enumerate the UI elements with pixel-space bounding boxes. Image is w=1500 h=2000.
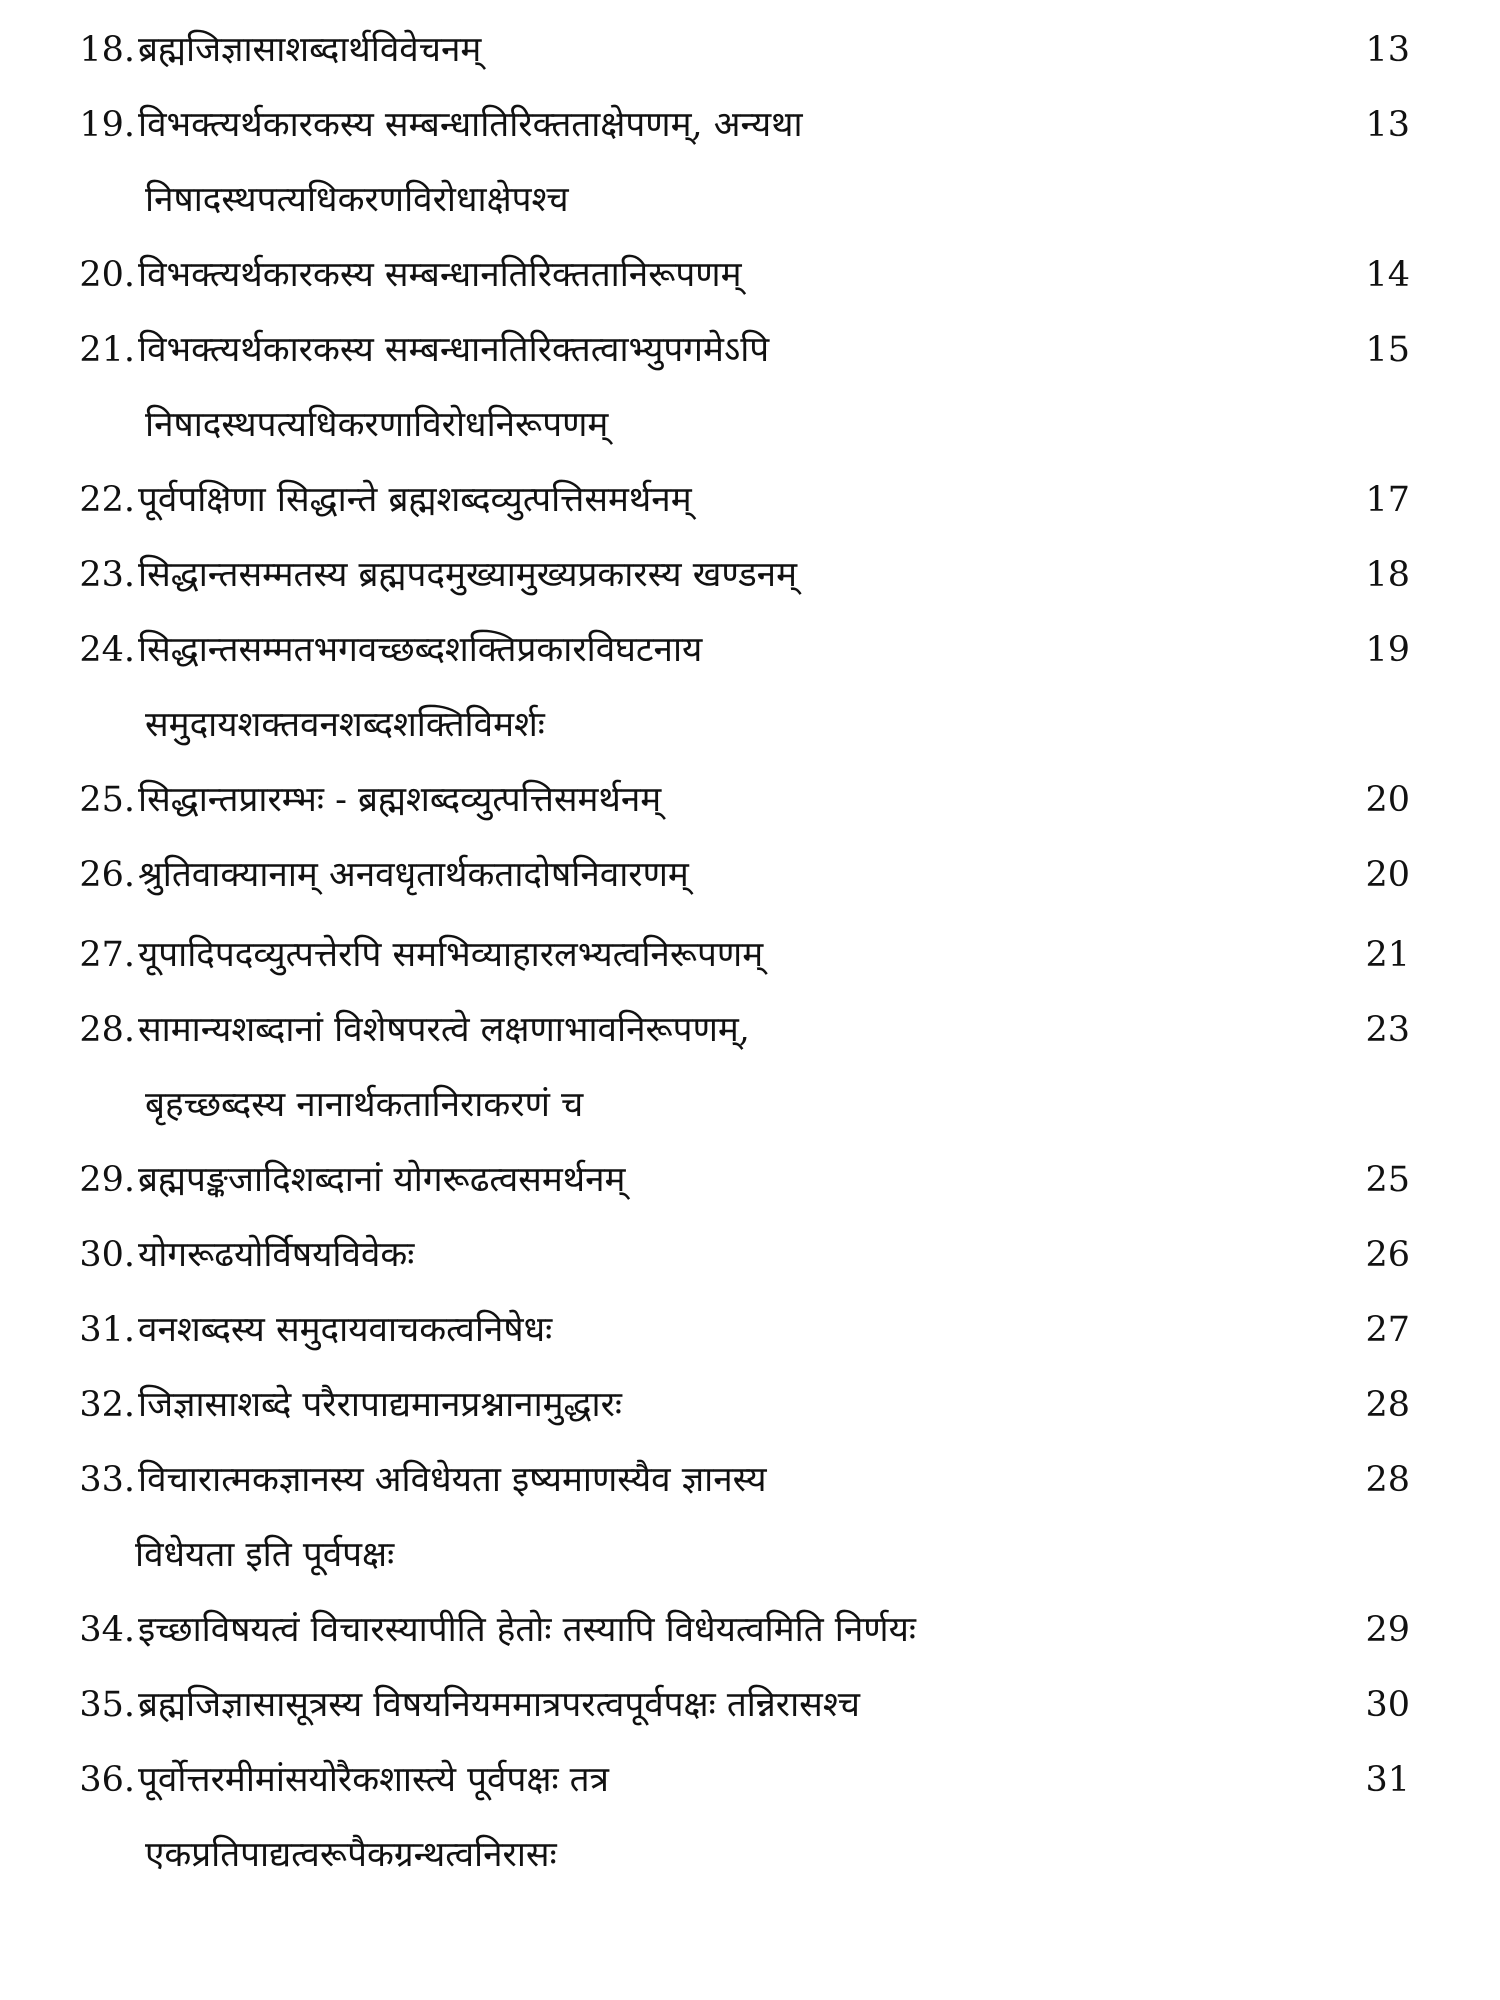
entry-title: विचारात्मकज्ञानस्य अविधेयता इष्यमाणस्यैव ज्ञानस्य [138, 1460, 767, 1500]
entry-page-number: 17 [1365, 480, 1410, 520]
entry-number: 24. [79, 630, 135, 670]
entry-title-continuation: समुदायशक्तवनशब्दशक्तिविमर्शः [145, 705, 545, 745]
entry-number: 34. [79, 1610, 135, 1650]
entry-page-number: 30 [1365, 1685, 1410, 1725]
entry-title-continuation: विधेयता इति पूर्वपक्षः [135, 1535, 395, 1575]
entry-title: सिद्धान्तप्रारम्भः - ब्रह्मशब्दव्युत्पत्तिसमर्थनम् [138, 780, 662, 820]
toc-entry-29 [0, 1150, 1500, 1210]
entry-number: 26. [79, 855, 135, 895]
toc-entry-24 [0, 620, 1500, 680]
entry-number: 30. [79, 1235, 135, 1275]
toc-entry-20 [0, 245, 1500, 305]
toc-entry-22 [0, 470, 1500, 530]
entry-page-number: 25 [1365, 1160, 1410, 1200]
entry-title: ब्रह्मजिज्ञासाशब्दार्थविवेचनम् [138, 30, 482, 70]
entry-number: 23. [79, 555, 135, 595]
entry-title-continuation: एकप्रतिपाद्यत्वरूपैकग्रन्थत्वनिरासः [145, 1835, 557, 1875]
entry-page-number: 20 [1365, 855, 1410, 895]
toc-entry-28 [0, 1000, 1500, 1060]
entry-title: पूर्वपक्षिणा सिद्धान्ते ब्रह्मशब्दव्युत्पत्तिसमर्थनम् [138, 480, 692, 520]
toc-entry-33 [0, 1450, 1500, 1510]
toc-entry-36 [0, 1750, 1500, 1810]
entry-page-number: 28 [1365, 1385, 1410, 1425]
entry-title: श्रुतिवाक्यानाम् अनवधृतार्थकतादोषनिवारणम् [138, 855, 689, 895]
entry-title-continuation: बृहच्छब्दस्य नानार्थकतानिराकरणं च [145, 1085, 584, 1125]
toc-entry-25 [0, 770, 1500, 830]
entry-title: ब्रह्मजिज्ञासासूत्रस्य विषयनियममात्रपरत्वपूर्वपक्षः तन्निरासश्च [138, 1685, 860, 1725]
entry-title: जिज्ञासाशब्दे परैरापाद्यमानप्रश्नानामुद्धारः [138, 1385, 622, 1425]
entry-title: विभक्त्यर्थकारकस्य सम्बन्धानतिरिक्तत्वाभ्युपगमेऽपि [138, 330, 770, 370]
toc-entry-31 [0, 1300, 1500, 1360]
toc-entry-33-continuation [0, 1525, 1500, 1585]
toc-entry-30 [0, 1225, 1500, 1285]
entry-page-number: 18 [1365, 555, 1410, 595]
toc-entry-32 [0, 1375, 1500, 1435]
entry-title: विभक्त्यर्थकारकस्य सम्बन्धानतिरिक्ततानिरूपणम् [138, 255, 742, 295]
entry-title: सिद्धान्तसम्मतस्य ब्रह्मपदमुख्यामुख्यप्रकारस्य खण्डनम् [138, 555, 798, 595]
entry-number: 20. [79, 255, 135, 295]
entry-number: 29. [79, 1160, 135, 1200]
entry-number: 35. [79, 1685, 135, 1725]
entry-page-number: 14 [1365, 255, 1410, 295]
entry-number: 27. [79, 935, 135, 975]
entry-page-number: 28 [1365, 1460, 1410, 1500]
entry-page-number: 23 [1365, 1010, 1410, 1050]
toc-entry-19-continuation [0, 170, 1500, 230]
entry-page-number: 13 [1365, 30, 1410, 70]
entry-page-number: 15 [1365, 330, 1410, 370]
entry-page-number: 13 [1365, 105, 1410, 145]
entry-title-continuation: निषादस्थपत्यधिकरणविरोधाक्षेपश्च [145, 180, 569, 220]
entry-page-number: 27 [1365, 1310, 1410, 1350]
entry-number: 31. [79, 1310, 135, 1350]
entry-number: 22. [79, 480, 135, 520]
entry-page-number: 19 [1365, 630, 1410, 670]
entry-page-number: 29 [1365, 1610, 1410, 1650]
entry-title: योगरूढयोर्विषयविवेकः [138, 1235, 415, 1275]
entry-number: 36. [79, 1760, 135, 1800]
entry-page-number: 21 [1365, 935, 1410, 975]
entry-title: सामान्यशब्दानां विशेषपरत्वे लक्षणाभावनिरूपणम्, [138, 1010, 750, 1050]
toc-entry-24-continuation [0, 695, 1500, 755]
entry-number: 19. [79, 105, 135, 145]
entry-page-number: 26 [1365, 1235, 1410, 1275]
entry-title: वनशब्दस्य समुदायवाचकत्वनिषेधः [138, 1310, 553, 1350]
entry-page-number: 20 [1365, 780, 1410, 820]
toc-entry-21 [0, 320, 1500, 380]
toc-entry-23 [0, 545, 1500, 605]
toc-entry-36-continuation [0, 1825, 1500, 1885]
entry-page-number: 31 [1365, 1760, 1410, 1800]
entry-number: 33. [79, 1460, 135, 1500]
entry-title: इच्छाविषयत्वं विचारस्यापीति हेतोः तस्यापि विधेयत्वमिति निर्णयः [138, 1610, 916, 1650]
toc-entry-34 [0, 1600, 1500, 1660]
toc-entry-21-continuation [0, 395, 1500, 455]
entry-number: 18. [79, 30, 135, 70]
entry-number: 32. [79, 1385, 135, 1425]
toc-entry-28-continuation [0, 1075, 1500, 1135]
entry-title: विभक्त्यर्थकारकस्य सम्बन्धातिरिक्तताक्षेपणम्, अन्यथा [138, 105, 803, 145]
entry-title: यूपादिपदव्युत्पत्तेरपि समभिव्याहारलभ्यत्वनिरूपणम् [138, 935, 764, 975]
entry-title-continuation: निषादस्थपत्यधिकरणाविरोधनिरूपणम् [145, 405, 609, 445]
entry-number: 21. [79, 330, 135, 370]
toc-entry-27 [0, 925, 1500, 985]
entry-title: सिद्धान्तसम्मतभगवच्छब्दशक्तिप्रकारविघटनाय [138, 630, 703, 670]
toc-entry-35 [0, 1675, 1500, 1735]
entry-title: ब्रह्मपङ्कजादिशब्दानां योगरूढत्वसमर्थनम् [138, 1160, 626, 1200]
toc-entry-19 [0, 95, 1500, 155]
entry-title: पूर्वोत्तरमीमांसयोरैकशास्त्ये पूर्वपक्षः तत्र [138, 1760, 609, 1800]
entry-number: 25. [79, 780, 135, 820]
entry-number: 28. [79, 1010, 135, 1050]
toc-entry-26 [0, 845, 1500, 905]
toc-entry-18 [0, 20, 1500, 80]
